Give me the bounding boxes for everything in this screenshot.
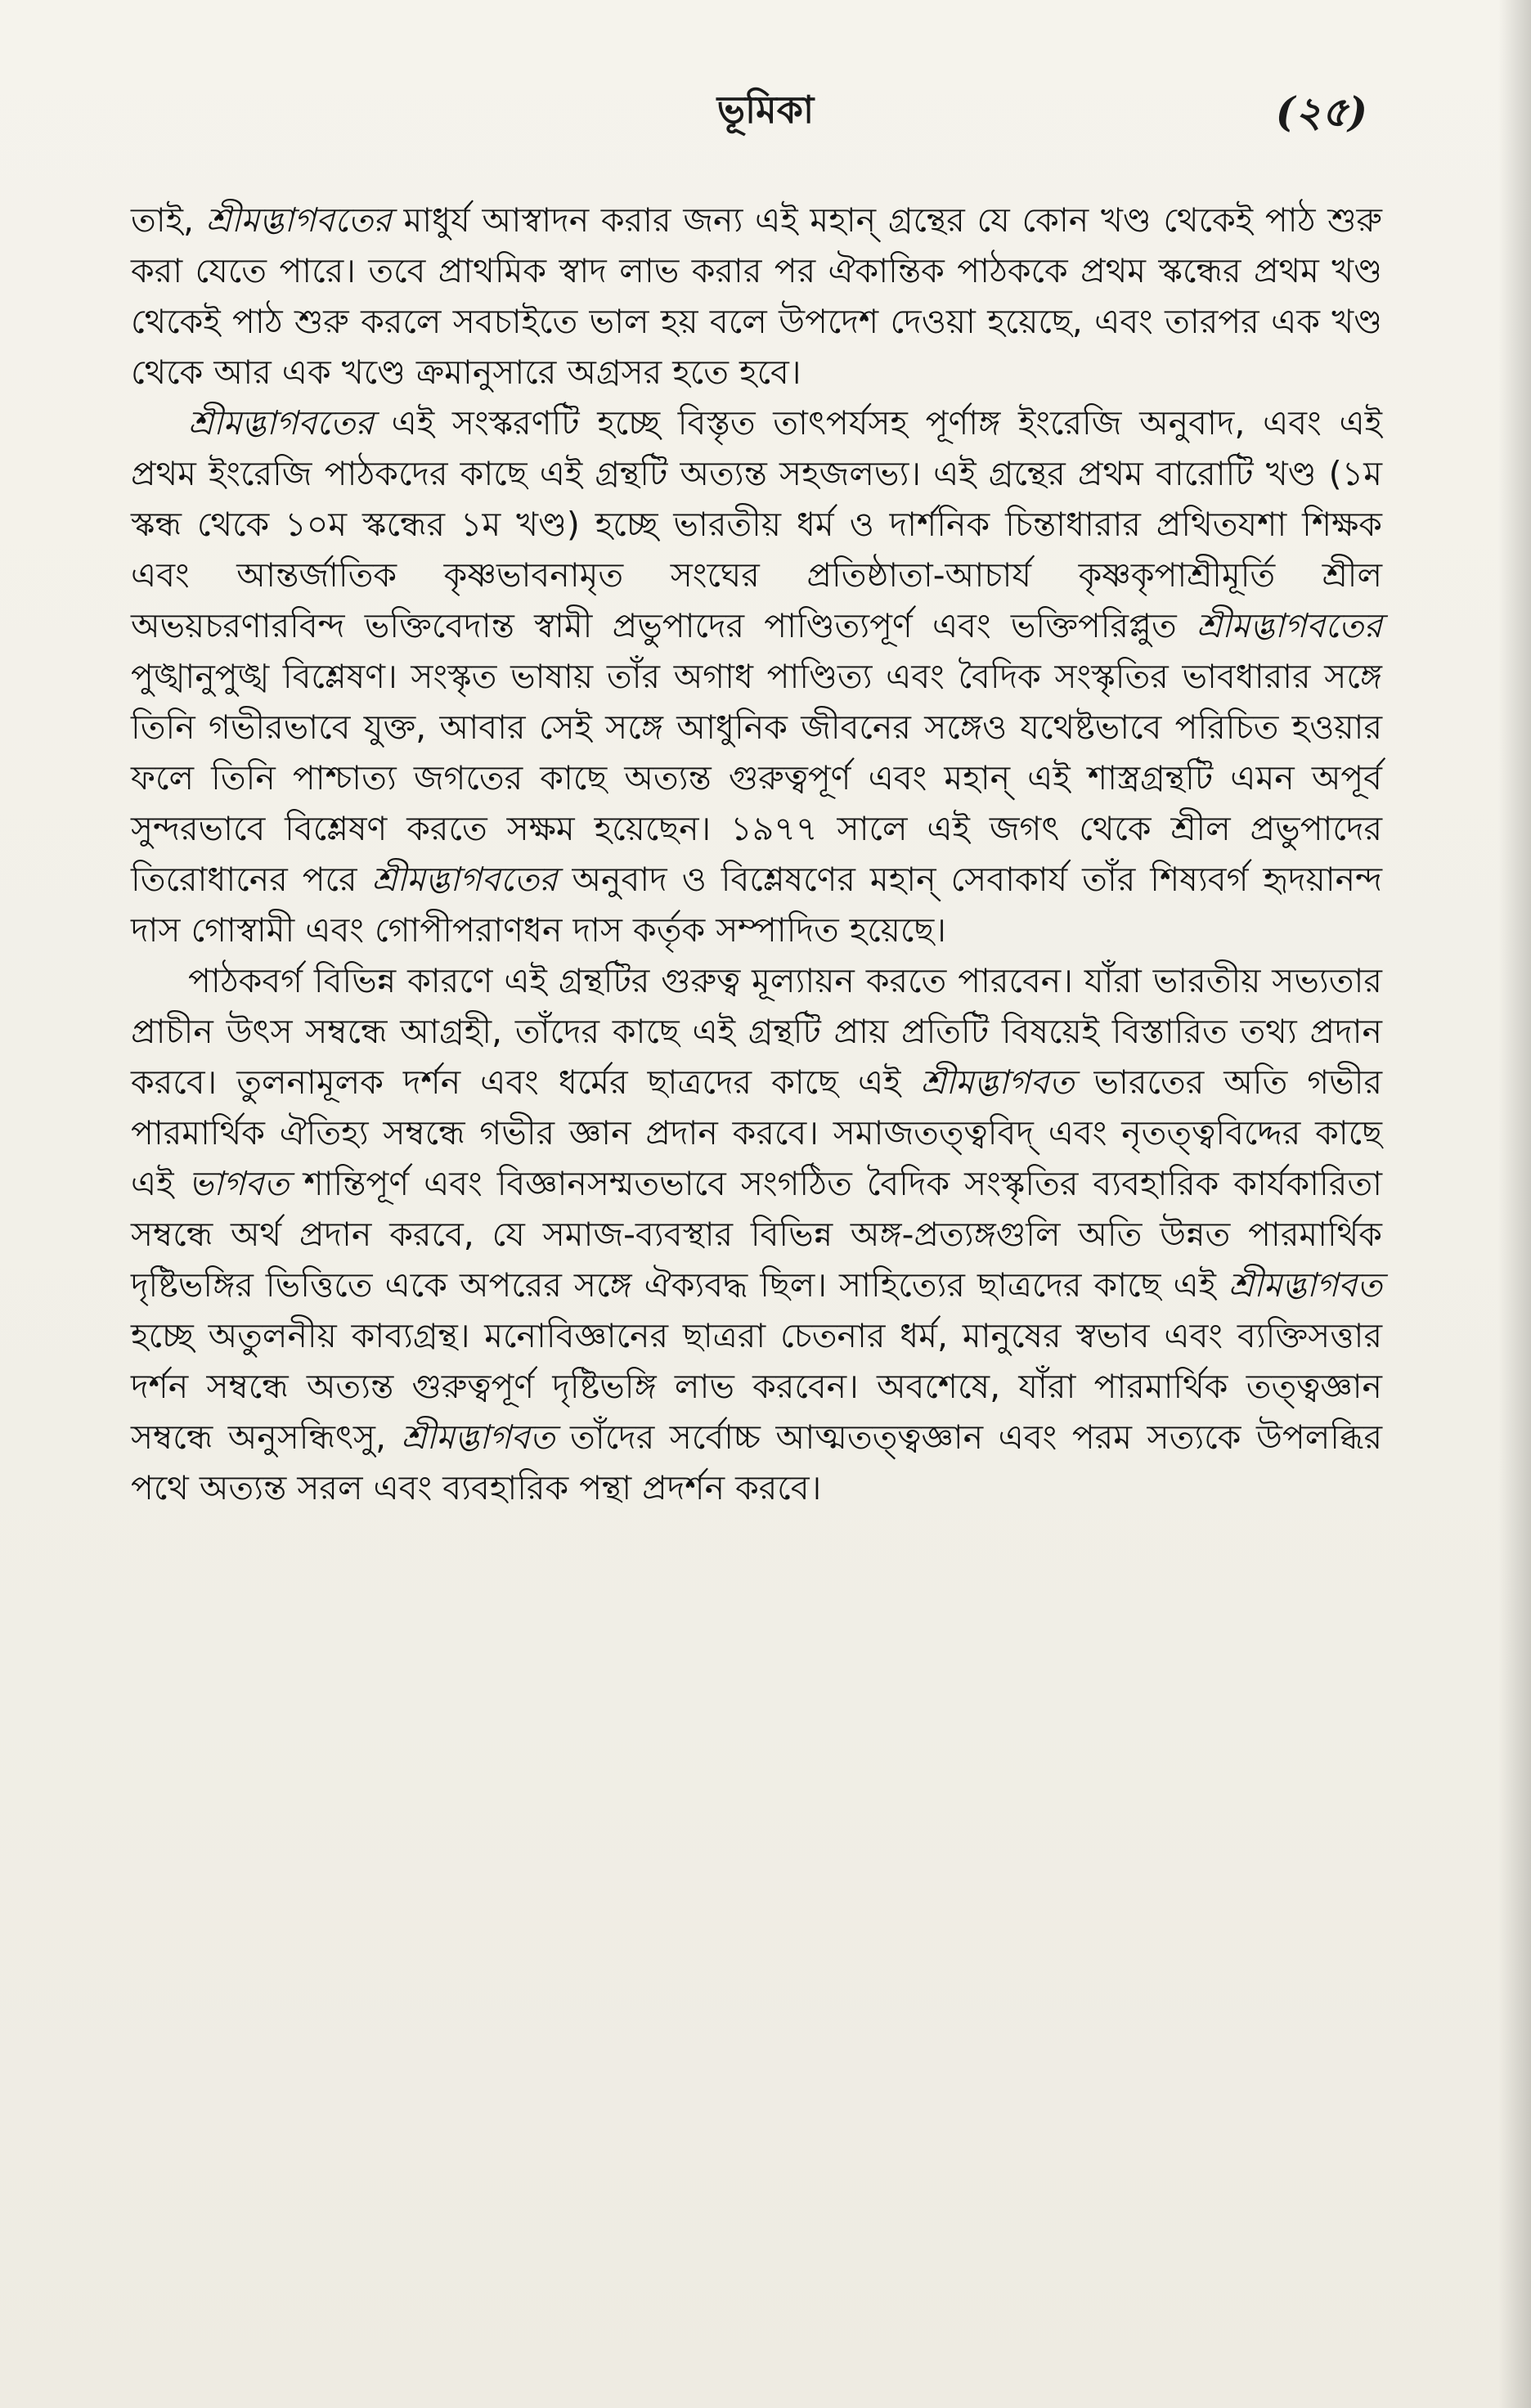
paragraph-text: পুঙ্খানুপুঙ্খ বিশ্লেষণ। সংস্কৃত ভাষায় তাঁর অগাধ পাণ্ডিত্য এবং বৈদিক সংস্কৃতির ভাবধারার সঙ্গে তিনি গভীরভাবে যুক্ত, আবার সেই সঙ্গে আধুনিক জীবনের সঙ্গেও যথেষ্টভাবে পরিচিত হওয়ার ফলে তিনি পাশ্চাত্য জগতের কাছে অত্যন্ত গুরুত্বপূর্ণ এবং মহান্ এই শাস্ত্রগ্রন্থটি এমন অপূর্ব সুন্দরভাবে বিশ্লেষণ করতে সক্ষম হয়েছেন। ১৯৭৭ সালে এই জগৎ থেকে শ্রীল প্রভুপাদের তিরোধানের পরে (131, 657, 1382, 899)
paragraph-text: মাধুর্য আস্বাদন করার জন্য এই মহান্ গ্রন্থের যে কোন খণ্ড থেকেই পাঠ শুরু করা যেতে পারে। তবে প্রাথমিক স্বাদ লাভ করার পর ঐকান্তিক পাঠককে প্রথম স্কন্ধের প্রথম খণ্ড থেকেই পাঠ শুরু করলে সবচাইতে ভাল হয় বলে উপদেশ দেওয়া হয়েছে, এবং তারপর এক খণ্ড থেকে আর এক খণ্ডে ক্রমানুসারে অগ্রসর হতে হবে। (131, 200, 1382, 392)
italic-title-text: শ্রীমদ্ভাগবতের (1197, 606, 1382, 645)
paragraph-text: তাঁদের সর্বোচ্চ আত্মতত্ত্বজ্ঞান এবং পরম সত্যকে উপলব্ধির পথে অত্যন্ত সরল এবং ব্যবহারিক পন্থা প্রদর্শন করবে। (131, 1417, 1382, 1507)
paragraph-3 (131, 955, 1382, 1513)
italic-title-text: শ্রীমদ্ভাগবত (401, 1417, 555, 1457)
chapter-title: ভূমিকা (716, 88, 815, 132)
italic-title-text: ভাগবত (188, 1164, 290, 1203)
italic-title-text: শ্রীমদ্ভাগবত (1228, 1265, 1382, 1305)
page-header (0, 82, 1531, 147)
paragraph-text: অনুবাদ ও বিশ্লেষণের মহান্ সেবাকার্য তাঁর শিষ্যবর্গ হৃদয়ানন্দ দাস গোস্বামী এবং গোপীপরাণধন দাস কর্তৃক সম্পাদিত হয়েছে। (131, 860, 1383, 950)
paragraph-text: ভারতের অতি গভীর পারমার্থিক ঐতিহ্য সম্বন্ধে গভীর জ্ঞান প্রদান করবে। সমাজতত্ত্ববিদ্ এবং নৃতত্ত্ববিদ্দের কাছে এই (131, 1062, 1382, 1203)
paragraph-1 (131, 195, 1382, 398)
page-edge-shadow (1498, 0, 1531, 2408)
body-text (131, 195, 1382, 1513)
italic-title-text: শ্রীমদ্ভাগবতের (371, 860, 558, 899)
paragraph-text: পাঠকবর্গ বিভিন্ন কারণে এই গ্রন্থটির গুরুত্ব মূল্যায়ন করতে পারবেন। যাঁরা ভারতীয় সভ্যতার প্রাচীন উৎস সম্বন্ধে আগ্রহী, তাঁদের কাছে এই গ্রন্থটি প্রায় প্রতিটি বিষয়েই বিস্তারিত তথ্য প্রদান করবে। তুলনামূলক দর্শন এবং ধর্মের ছাত্রদের কাছে এই (131, 961, 1382, 1102)
paragraph-2 (131, 398, 1382, 955)
italic-title-text: শ্রীমদ্ভাগবত (920, 1062, 1075, 1102)
paragraph-text: এই সংস্করণটি হচ্ছে বিস্তৃত তাৎপর্যসহ পূর্ণাঙ্গ ইংরেজি অনুবাদ, এবং এই প্রথম ইংরেজি পাঠকদের কাছে এই গ্রন্থটি অত্যন্ত সহজলভ্য। এই গ্রন্থের প্রথম বারোটি খণ্ড (১ম স্কন্ধ থেকে ১০ম স্কন্ধের ১ম খণ্ড) হচ্ছে ভারতীয় ধর্ম ও দার্শনিক চিন্তাধারার প্রথিতযশা শিক্ষক এবং আন্তর্জাতিক কৃষ্ণভাবনামৃত সংঘের প্রতিষ্ঠাতা-আচার্য কৃষ্ণকৃপাশ্রীমূর্তি শ্রীল অভয়চরণারবিন্দ ভক্তিবেদান্ত স্বামী প্রভুপাদের পাণ্ডিত্যপূর্ণ এবং ভক্তিপরিপ্লুত (131, 403, 1382, 645)
paragraph-text: তাই, (131, 200, 206, 240)
italic-title-text: শ্রীমদ্ভাগবতের (205, 200, 392, 240)
paragraph-text: শান্তিপূর্ণ এবং বিজ্ঞানসম্মতভাবে সংগঠিত বৈদিক সংস্কৃতির ব্যবহারিক কার্যকারিতা সম্বন্ধে অর্থ প্রদান করবে, যে সমাজ-ব্যবস্থার বিভিন্ন অঙ্গ-প্রত্যঙ্গগুলি অতি উন্নত পারমার্থিক দৃষ্টিভঙ্গির ভিত্তিতে একে অপরের সঙ্গে ঐক্যবদ্ধ ছিল। সাহিত্যের ছাত্রদের কাছে এই (131, 1164, 1382, 1305)
paragraph-text: হচ্ছে অতুলনীয় কাব্যগ্রন্থ। মনোবিজ্ঞানের ছাত্ররা চেতনার ধর্ম, মানুষের স্বভাব এবং ব্যক্তিসত্তার দর্শন সম্বন্ধে অত্যন্ত গুরুত্বপূর্ণ দৃষ্টিভঙ্গি লাভ করবেন। অবশেষে, যাঁরা পারমার্থিক তত্ত্বজ্ঞান সম্বন্ধে অনুসন্ধিৎসু, (131, 1316, 1382, 1457)
italic-title-text: শ্রীমদ্ভাগবতের (188, 403, 374, 443)
page-number: (২৫) (1275, 88, 1367, 136)
